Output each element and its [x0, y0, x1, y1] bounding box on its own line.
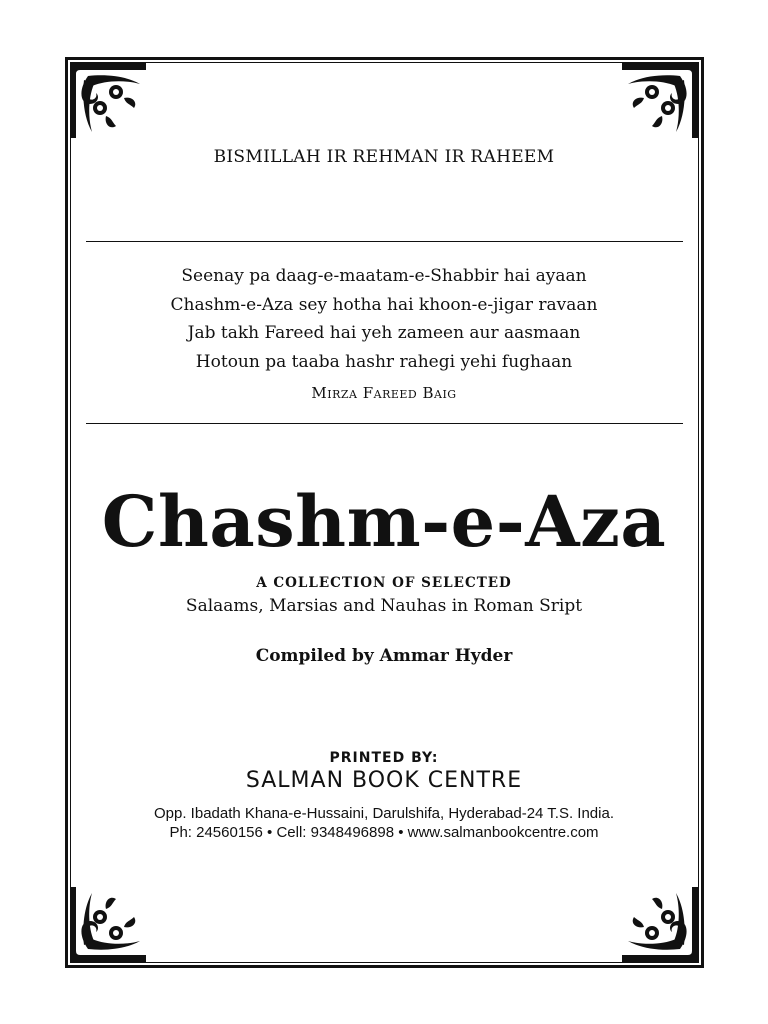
publisher-address: Opp. Ibadath Khana-e-Hussaini, Darulshifa, Hyderabad-24 T.S. India.	[154, 805, 614, 822]
subtitle-description: Salaams, Marsias and Nauhas in Roman Sript	[185, 596, 583, 616]
verse-line: Seenay pa daag-e-maatam-e-Shabbir hai ayaan	[181, 266, 587, 286]
corner-ornament-icon	[618, 883, 702, 967]
verse-line: Chashm-e-Aza sey hotha hai khoon-e-jigar ravaan	[170, 294, 598, 315]
verse-line: Hotoun pa taaba hashr rahegi yehi fughaan	[195, 351, 573, 372]
divider-top	[86, 241, 683, 242]
poet-attribution: Mirza Fareed Baig	[311, 384, 457, 402]
corner-ornament-icon	[66, 883, 150, 967]
subtitle-collection: A COLLECTION OF SELECTED	[256, 575, 512, 591]
corner-ornament-icon	[66, 58, 150, 142]
book-title: Chashm-e-Aza	[101, 480, 667, 563]
verse-block	[0, 262, 768, 376]
compiler-credit: Compiled by Ammar Hyder	[255, 646, 513, 666]
verse-line: Jab takh Fareed hai yeh zameen aur aasmaan	[187, 323, 581, 343]
publisher-name: SALMAN BOOK CENTRE	[245, 768, 523, 793]
printed-by-label: PRINTED BY:	[329, 750, 439, 766]
divider-bottom	[86, 423, 683, 424]
bismillah-heading: BISMILLAH IR REHMAN IR RAHEEM	[213, 147, 555, 167]
publisher-contact: Ph: 24560156 • Cell: 9348496898 • www.salmanbookcentre.com	[169, 824, 599, 841]
corner-ornament-icon	[618, 58, 702, 142]
